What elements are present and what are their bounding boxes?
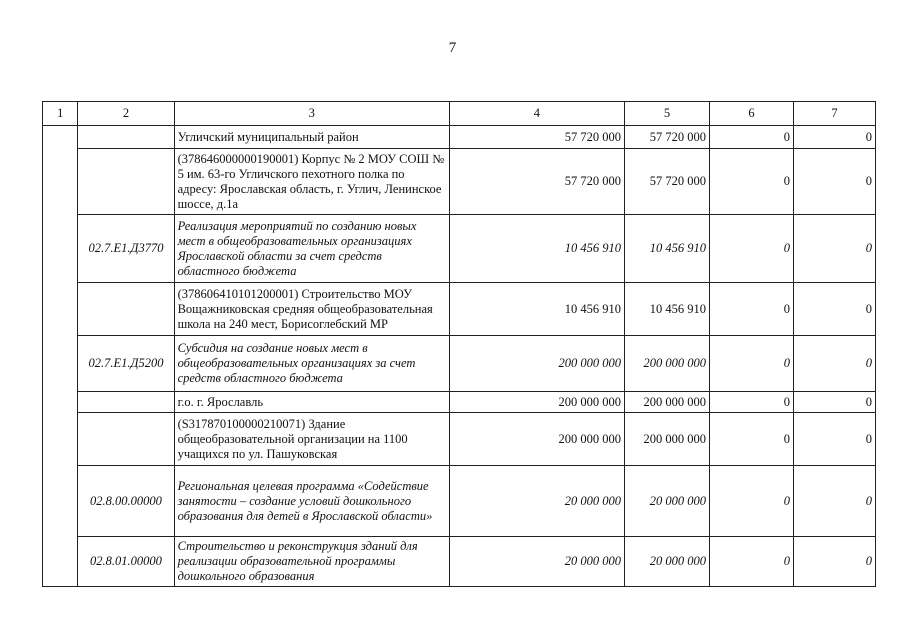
row-code: 02.7.E1.Д5200 <box>78 336 174 392</box>
row-col4: 200 000 000 <box>449 336 624 392</box>
row-col5: 20 000 000 <box>624 466 709 537</box>
column-1-cell <box>43 126 78 587</box>
row-col4: 57 720 000 <box>449 149 624 215</box>
row-code <box>78 149 174 215</box>
column-header-4: 4 <box>449 102 624 126</box>
row-col7: 0 <box>793 392 875 413</box>
row-code <box>78 126 174 149</box>
row-col4: 10 456 910 <box>449 283 624 336</box>
row-col4: 20 000 000 <box>449 537 624 587</box>
row-col7: 0 <box>793 126 875 149</box>
row-col6: 0 <box>709 126 793 149</box>
row-col6: 0 <box>709 283 793 336</box>
row-col7: 0 <box>793 466 875 537</box>
column-header-7: 7 <box>793 102 875 126</box>
table-row <box>43 149 876 215</box>
row-col6: 0 <box>709 537 793 587</box>
row-col5: 200 000 000 <box>624 392 709 413</box>
column-header-6: 6 <box>709 102 793 126</box>
table-row <box>43 392 876 413</box>
row-code: 02.7.E1.Д3770 <box>78 215 174 283</box>
row-name: (378606410101200001) Строительство МОУ Вощажниковская средняя общеобразовательная школа на 240 мест, Борисоглебский МР <box>174 283 449 336</box>
table-row <box>43 283 876 336</box>
row-name: (378646000000190001) Корпус № 2 МОУ СОШ № 5 им. 63-го Угличского пехотного полка по адресу: Ярославская область, г. Углич, Ленинское шоссе, д.1а <box>174 149 449 215</box>
column-header-1: 1 <box>43 102 78 126</box>
row-code: 02.8.00.00000 <box>78 466 174 537</box>
page-number: 7 <box>448 40 457 56</box>
row-col7: 0 <box>793 215 875 283</box>
row-name: Реализация мероприятий по созданию новых мест в общеобразовательных организациях Ярославской области за счет средств областного бюджета <box>174 215 449 283</box>
row-code <box>78 283 174 336</box>
row-col7: 0 <box>793 413 875 466</box>
row-col6: 0 <box>709 392 793 413</box>
table-row <box>43 126 876 149</box>
row-col5: 200 000 000 <box>624 413 709 466</box>
row-col6: 0 <box>709 466 793 537</box>
row-code <box>78 413 174 466</box>
table-header-row <box>43 102 876 126</box>
table-row <box>43 537 876 587</box>
row-col7: 0 <box>793 149 875 215</box>
table-row <box>43 413 876 466</box>
budget-table <box>42 101 876 587</box>
column-header-3: 3 <box>174 102 449 126</box>
row-col5: 10 456 910 <box>624 283 709 336</box>
row-col7: 0 <box>793 537 875 587</box>
row-col4: 10 456 910 <box>449 215 624 283</box>
row-name: Региональная целевая программа «Содействие занятости – создание условий дошкольного образования для детей в Ярославской области» <box>174 466 449 537</box>
row-col4: 57 720 000 <box>449 126 624 149</box>
row-col6: 0 <box>709 215 793 283</box>
row-col5: 57 720 000 <box>624 126 709 149</box>
row-col7: 0 <box>793 336 875 392</box>
column-header-2: 2 <box>78 102 174 126</box>
row-code <box>78 392 174 413</box>
row-name: Субсидия на создание новых мест в общеобразовательных организациях за счет средств областного бюджета <box>174 336 449 392</box>
column-header-5: 5 <box>624 102 709 126</box>
row-col5: 57 720 000 <box>624 149 709 215</box>
row-col4: 200 000 000 <box>449 392 624 413</box>
row-col7: 0 <box>793 283 875 336</box>
row-col4: 200 000 000 <box>449 413 624 466</box>
row-col5: 200 000 000 <box>624 336 709 392</box>
table-row <box>43 336 876 392</box>
row-col6: 0 <box>709 149 793 215</box>
row-name: Строительство и реконструкция зданий для реализации образовательной программы дошкольного образования <box>174 537 449 587</box>
row-code: 02.8.01.00000 <box>78 537 174 587</box>
row-col4: 20 000 000 <box>449 466 624 537</box>
row-name: Угличский муниципальный район <box>174 126 449 149</box>
table-row <box>43 215 876 283</box>
row-col6: 0 <box>709 336 793 392</box>
row-name: г.о. г. Ярославль <box>174 392 449 413</box>
row-col5: 20 000 000 <box>624 537 709 587</box>
table-row <box>43 466 876 537</box>
row-name: (S317870100000210071) Здание общеобразовательной организации на 1100 учащихся по ул. Пашуковская <box>174 413 449 466</box>
row-col6: 0 <box>709 413 793 466</box>
row-col5: 10 456 910 <box>624 215 709 283</box>
